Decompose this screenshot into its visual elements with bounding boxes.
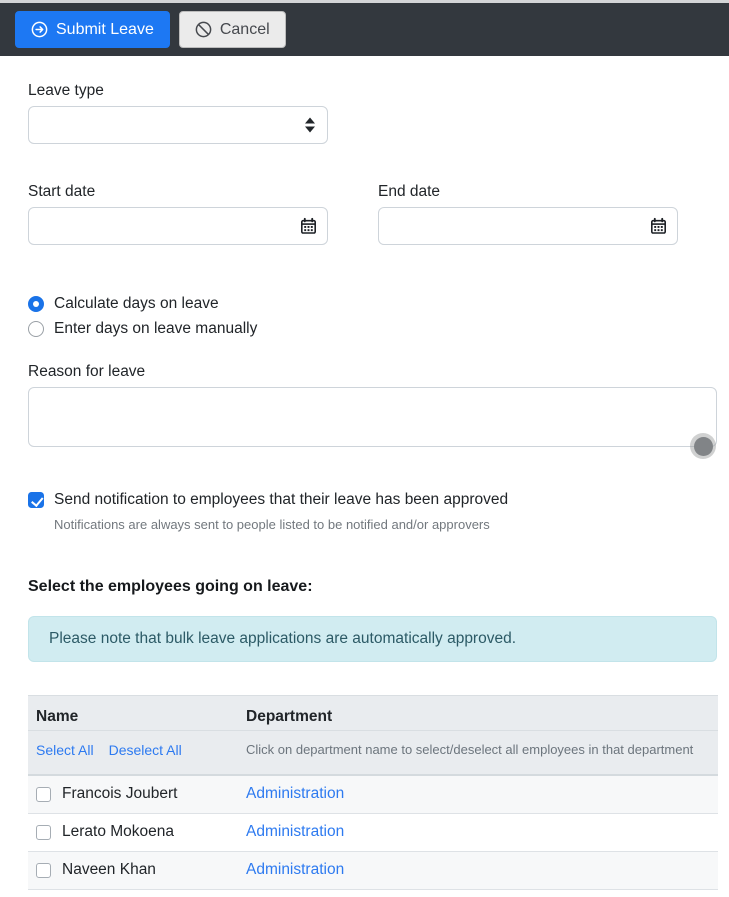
department-hint-text: Click on department name to select/deselect all employees in that department <box>246 742 694 757</box>
employee-checkbox[interactable] <box>36 863 51 878</box>
end-date-input[interactable] <box>378 207 678 245</box>
start-date-label: Start date <box>28 183 96 200</box>
submit-leave-button[interactable] <box>15 11 170 48</box>
cancel-label: Cancel <box>219 20 270 38</box>
radio-button[interactable] <box>28 296 44 312</box>
submit-leave-label: Submit Leave <box>56 20 154 38</box>
employees-section-heading: Select the employees going on leave: <box>28 578 313 595</box>
department-link[interactable]: Administration <box>246 823 345 840</box>
reason-textarea[interactable] <box>28 387 717 447</box>
table-row <box>28 851 718 889</box>
employee-checkbox[interactable] <box>36 825 51 840</box>
end-date-group <box>378 183 678 245</box>
bulk-approval-info-alert: Please note that bulk leave applications are automatically approved. <box>28 616 717 662</box>
employee-name: Naveen Khan <box>62 861 156 878</box>
notification-checkbox-row[interactable] <box>28 491 701 509</box>
deselect-all-link[interactable]: Deselect All <box>108 742 182 758</box>
radio-button[interactable] <box>28 321 44 337</box>
arrow-right-circle-icon <box>31 21 48 38</box>
start-date-group <box>28 183 328 245</box>
employees-table <box>28 695 718 890</box>
radio-enter-days-manually[interactable] <box>28 316 701 341</box>
action-toolbar <box>0 3 729 56</box>
dates-row <box>28 183 701 245</box>
start-date-input[interactable] <box>28 207 328 245</box>
table-header-row <box>28 696 718 731</box>
end-date-label: End date <box>378 183 441 200</box>
department-link[interactable]: Administration <box>246 861 345 878</box>
cancel-button[interactable] <box>179 11 286 48</box>
employee-name: Francois Joubert <box>62 785 178 803</box>
slash-circle-icon <box>195 21 212 38</box>
end-date-calendar-icon[interactable] <box>650 218 667 235</box>
days-calculation-radio-group <box>28 291 701 341</box>
notification-group <box>28 491 701 532</box>
start-date-calendar-icon[interactable] <box>300 218 317 235</box>
notification-help-text: Notifications are always sent to people listed to be notified and/or approvers <box>54 517 490 532</box>
radio-calculate-days[interactable] <box>28 291 701 316</box>
table-row <box>28 775 718 813</box>
reason-group <box>28 363 701 447</box>
up-down-arrows-icon <box>305 118 315 133</box>
leave-form <box>0 82 729 890</box>
department-link[interactable]: Administration <box>246 785 345 803</box>
leave-type-label: Leave type <box>28 82 104 99</box>
column-header-name: Name <box>28 696 238 731</box>
leave-type-group <box>28 82 701 144</box>
table-tools-row <box>28 731 718 776</box>
radio-label: Enter days on leave manually <box>54 319 258 337</box>
column-header-department: Department <box>238 696 718 731</box>
select-all-link[interactable]: Select All <box>36 742 94 758</box>
notification-checkbox-label: Send notification to employees that their leave has been approved <box>54 491 509 508</box>
employee-name: Lerato Mokoena <box>62 823 175 840</box>
leave-type-select[interactable] <box>28 106 328 144</box>
notification-checkbox[interactable] <box>28 492 44 508</box>
textarea-resize-handle[interactable] <box>690 433 716 459</box>
radio-label: Calculate days on leave <box>54 294 219 312</box>
employee-checkbox[interactable] <box>36 787 51 802</box>
reason-label: Reason for leave <box>28 363 146 380</box>
table-row <box>28 813 718 851</box>
